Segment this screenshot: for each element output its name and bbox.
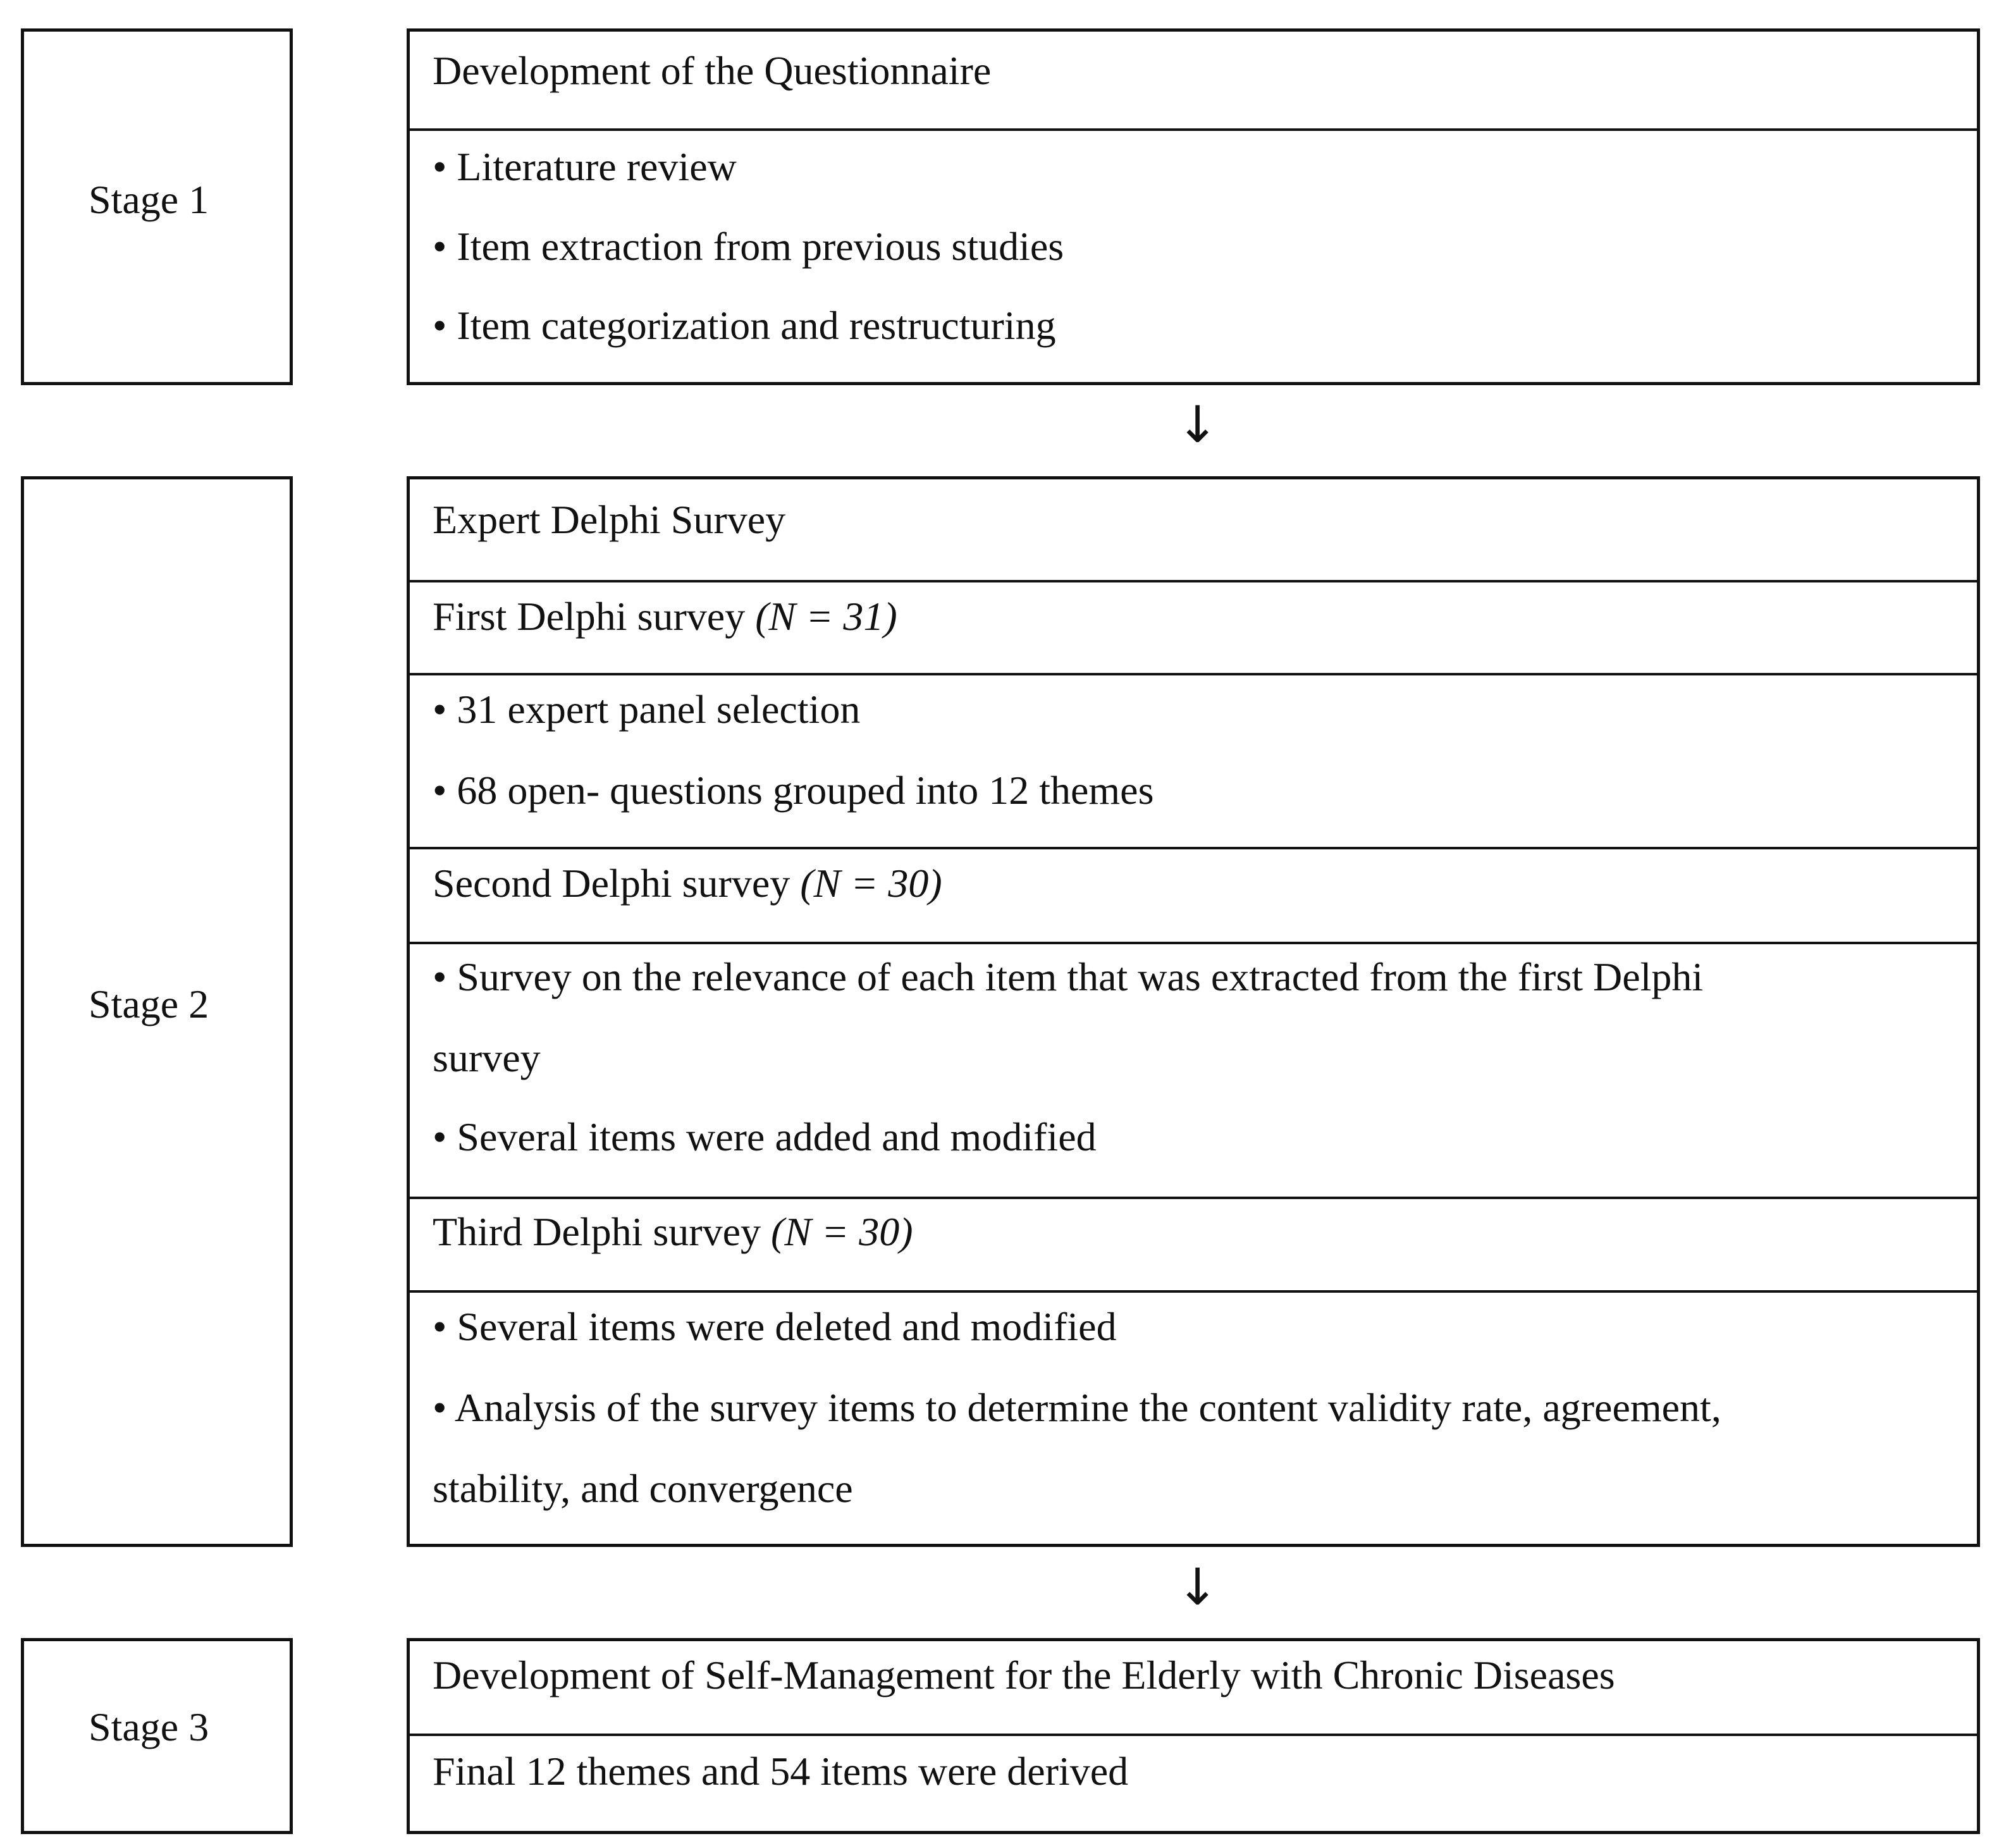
round-2-bullet-1-cont: survey xyxy=(433,1035,541,1080)
arrow-down-icon: ↓ xyxy=(1176,395,1219,454)
stage-2-title-row xyxy=(410,479,1977,582)
round-3-bullet-1: • Several items were deleted and modified xyxy=(433,1304,1117,1349)
round-1-n: (N = 31) xyxy=(755,594,897,639)
stage-3-content xyxy=(407,1638,1980,1834)
stage-2-label: Stage 2 xyxy=(89,982,209,1026)
round-2-bullets-row xyxy=(410,944,1977,1199)
round-1-bullet-2: • 68 open- questions grouped into 12 themes xyxy=(433,768,1154,813)
stage-1-content xyxy=(407,28,1980,385)
stage-3-box xyxy=(21,1638,293,1834)
stage-1-label: Stage 1 xyxy=(89,177,209,222)
stage-1-bullet-2: • Item extraction from previous studies xyxy=(433,224,1064,269)
round-1-header xyxy=(433,596,897,637)
round-1-bullet-1: • 31 expert panel selection xyxy=(433,687,861,732)
stage-3-title-row xyxy=(410,1641,1977,1736)
arrow-down-icon: ↓ xyxy=(1176,1558,1219,1617)
round-2-header xyxy=(433,863,942,904)
stage-1-bullet-1: • Literature review xyxy=(433,144,737,189)
stage-2-content xyxy=(407,476,1980,1547)
round-2-bullet-1: • Survey on the relevance of each item that was extracted from the first Delphi xyxy=(433,954,1704,999)
stage-3-result-row xyxy=(410,1736,1977,1831)
stage-1-bullet-3: • Item categorization and restructuring xyxy=(433,303,1056,348)
round-3-bullet-2-cont: stability, and convergence xyxy=(433,1466,853,1511)
round-3-name: Third Delphi survey xyxy=(433,1209,761,1254)
round-1-header-row xyxy=(410,582,1977,675)
stage-3-title: Development of Self-Management for the Elderly with Chronic Diseases xyxy=(433,1653,1615,1697)
stage-1-bullets-row xyxy=(410,131,1977,385)
stage-1-title-row xyxy=(410,32,1977,131)
stage-1-box xyxy=(21,28,293,385)
round-1-name: First Delphi survey xyxy=(433,594,746,639)
stage-2-title: Expert Delphi Survey xyxy=(433,497,786,542)
round-2-n: (N = 30) xyxy=(800,861,942,906)
round-2-name: Second Delphi survey xyxy=(433,861,790,906)
round-3-bullets-row xyxy=(410,1293,1977,1544)
round-3-header xyxy=(433,1209,913,1254)
stage-2-box xyxy=(21,476,293,1547)
stage-3-result: Final 12 themes and 54 items were derived xyxy=(433,1749,1129,1794)
round-3-header-row xyxy=(410,1199,1977,1293)
stage-3-label: Stage 3 xyxy=(89,1704,209,1749)
round-2-bullet-2: • Several items were added and modified xyxy=(433,1114,1097,1159)
round-1-bullets-row xyxy=(410,675,1977,849)
stage-1-title: Development of the Questionnaire xyxy=(433,48,992,93)
round-3-n: (N = 30) xyxy=(771,1209,913,1254)
round-3-bullet-2: • Analysis of the survey items to determine the content validity rate, agreement, xyxy=(433,1385,1721,1430)
round-2-header-row xyxy=(410,849,1977,944)
